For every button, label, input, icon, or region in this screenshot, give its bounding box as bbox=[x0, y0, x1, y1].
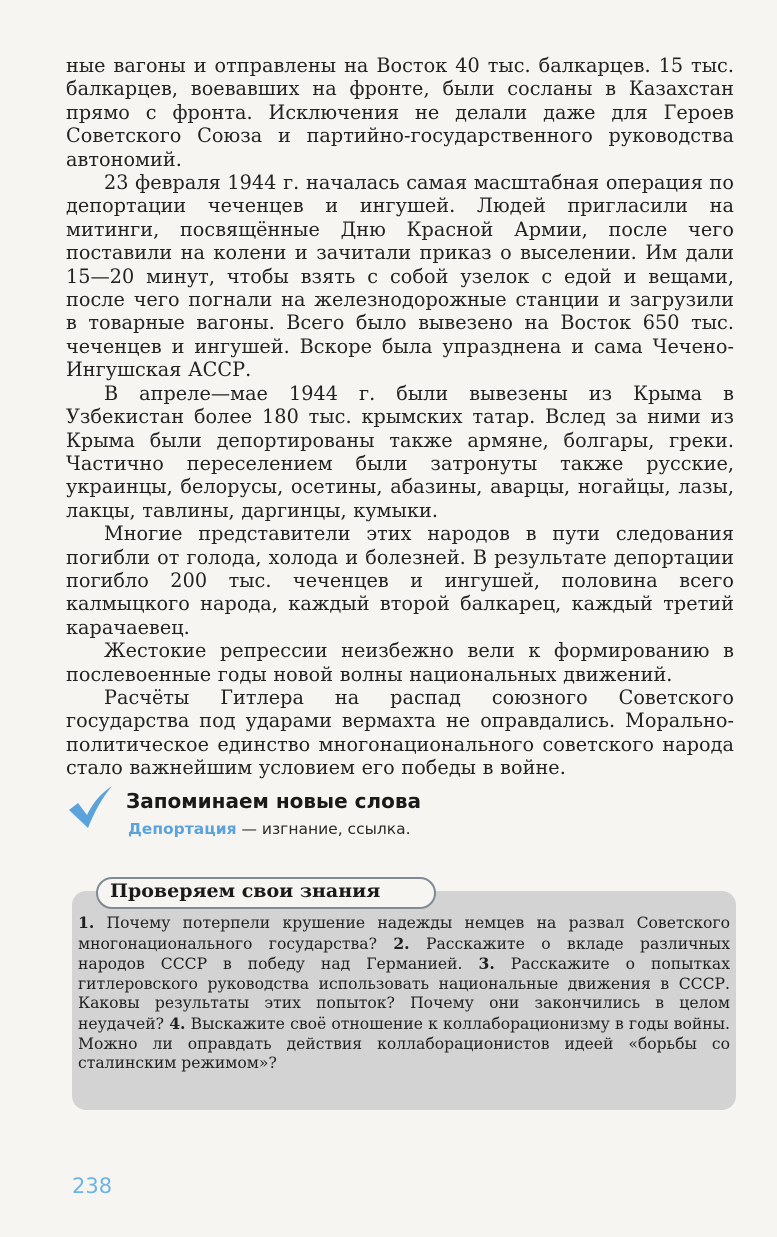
question-number: 3. bbox=[478, 954, 495, 974]
checkmark-icon bbox=[66, 784, 114, 832]
paragraph-2: 23 февраля 1944 г. началась самая масштабная операция по депортации чеченцев и ингушей. Людей пригласили на митинги, посвящённые Дню Красной Армии, после чего поставили на колени и зачитали приказ о выселении. Им дали 15—20 минут, чтобы взять с собой узелок с едой и вещами, после чего погнали на железнодорожные станции и загрузили в товарные вагоны. Всего было вывезено на Восток 650 тыс. чеченцев и ингушей. Вскоре была упразднена и сама Чечено-Ингушская АССР. bbox=[66, 171, 734, 382]
question-1: Почему потерпели крушение надежды немцев на развал Советского многонационального государства? bbox=[78, 914, 730, 953]
vocabulary-term: Депортация bbox=[128, 820, 237, 838]
paragraph-6: Расчёты Гитлера на распад союзного Советского государства под ударами вермахта не оправдались. Морально-политическое единство многонационального советского народа стало важнейшим условием его победы в войне. bbox=[66, 685, 734, 780]
vocabulary-title: Запоминаем новые слова bbox=[126, 789, 422, 813]
knowledge-check-questions bbox=[78, 913, 730, 1074]
paragraph-5: Жестокие репрессии неизбежно вели к формированию в послевоенные годы новой волны национальных движений. bbox=[66, 639, 734, 686]
question-2: Расскажите о вкладе различных народов СССР в победу над Германией. bbox=[78, 934, 730, 974]
paragraph-3: В апреле—мае 1944 г. были вывезены из Крыма в Узбекистан более 180 тыс. крымских татар. Вслед за ними из Крыма были депортированы также армяне, болгары, греки. Частично переселением были затронуты также русские, украинцы, белорусы, осетины, абазины, аварцы, ногайцы, лазы, лакцы, тавлины, даргинцы, кумыки. bbox=[66, 381, 734, 522]
question-4: Выскажите своё отношение к коллаборационизму в годы войны. Можно ли оправдать действия коллаборационистов идеей «борьбы со сталинским режимом»? bbox=[78, 1014, 730, 1073]
knowledge-check-title: Проверяем свои знания bbox=[110, 880, 381, 902]
vocabulary-section bbox=[66, 784, 736, 854]
question-number: 4. bbox=[169, 1013, 186, 1033]
paragraph-4: Многие представители этих народов в пути следования погибли от голода, холода и болезней. В результате депортации погибло 200 тыс. чеченцев и ингушей, половина всего калмыцкого народа, каждый второй балкарец, каждый третий карачаевец. bbox=[66, 522, 734, 639]
paragraph-1: ные вагоны и отправлены на Восток 40 тыс. балкарцев. 15 тыс. балкарцев, воевавших на фронте, были сосланы в Казахстан прямо с фронта. Исключения не делали даже для Героев Советского Союза и партийно-государственного руководства автономий. bbox=[66, 54, 734, 171]
vocabulary-entry bbox=[128, 820, 411, 838]
question-3: Расскажите о попытках гитлеровского руководства использовать национальные движения в СССР. Каковы результаты этих попыток? Почему они закончились в целом неудачей? bbox=[78, 955, 730, 1033]
question-number: 1. bbox=[78, 913, 95, 932]
question-number: 2. bbox=[393, 933, 410, 953]
vocabulary-definition: — изгнание, ссылка. bbox=[236, 820, 411, 838]
main-text bbox=[66, 54, 734, 780]
page-number: 238 bbox=[72, 1174, 113, 1198]
